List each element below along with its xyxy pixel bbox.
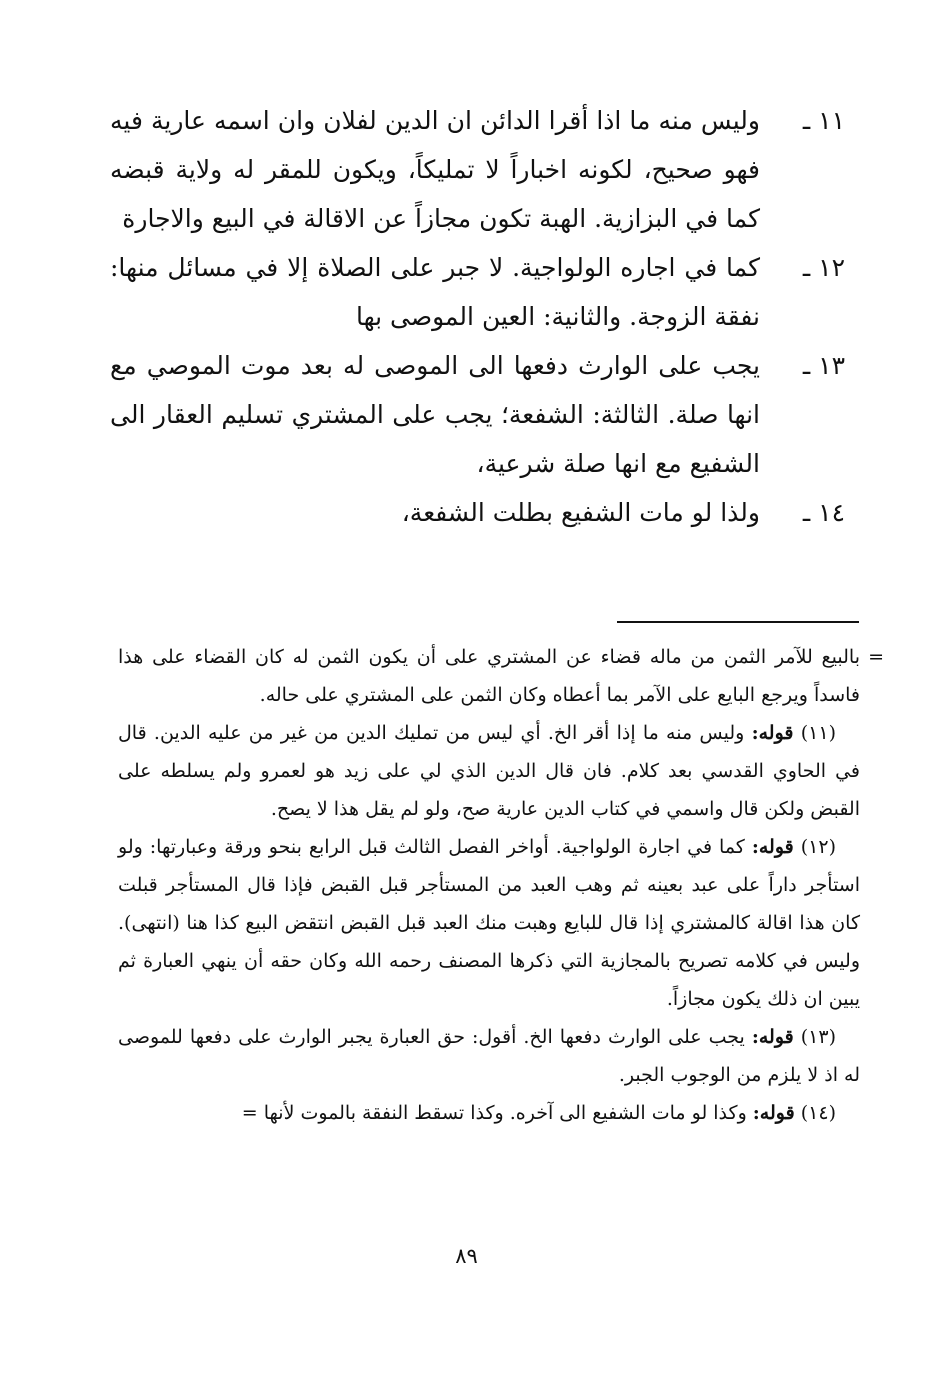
item-text: كما في اجاره الولواجية. لا جبر على الصلاة إلا في مسائل منها: نفقة الزوجة. والثانية: العين الموصى بها — [110, 253, 760, 331]
footnote-13 — [118, 1018, 860, 1094]
item-number: ١٣ ـ — [802, 351, 845, 380]
main-text — [110, 96, 845, 537]
item-number: ١٤ ـ — [802, 498, 845, 527]
main-item-14 — [110, 488, 845, 537]
footnote-keyword: قوله: — [752, 1102, 795, 1124]
continuation-mark: = — [868, 646, 884, 668]
footnote-text: وكذا لو مات الشفيع الى آخره. وكذا تسقط النفقة بالموت لأنها — [263, 1102, 747, 1124]
footnote-text: وليس منه ما إذا أقر الخ. أي ليس من تمليك الدين من غير من عليه الدين. قال في الحاوي القدسي بعد كلام. فان قال الدين الذي لي على زيد هو لعمرو ولم يسلطه على القبض ولكن قال واسمي في كتاب الدين عارية صح، ولو لم يقل هذا لا يصح. — [118, 722, 860, 820]
main-item-11 — [110, 96, 845, 243]
item-number: ١٢ ـ — [802, 253, 845, 282]
footnote-text: كما في اجارة الولواجية. أواخر الفصل الثالث قبل الرابع بنحو ورقة وعبارتها: ولو استأجر داراً على عبد بعينه ثم وهب العبد من المستأجر قبل القبض فإذا قال المستأجر قبلت كان هذا اقالة كالمشتري إذا قال للبايع وهبت منك العبد قبل القبض انتقض البيع كذا هنا (انتهى). وليس في كلامه تصريح بالمجازية التي ذكرها المصنف رحمه الله وكان حقه أن ينهي العبارة ثم يبين ان ذلك يكون مجازاً. — [118, 836, 860, 1010]
item-text: يجب على الوارث دفعها الى الموصى له بعد موت الموصي مع انها صلة. الثالثة: الشفعة؛ يجب على المشتري تسليم العقار الى الشفيع مع انها صلة شرعية، — [110, 351, 760, 478]
item-text: ولذا لو مات الشفيع بطلت الشفعة، — [401, 498, 760, 527]
footnote-separator — [617, 621, 859, 623]
footnotes — [118, 638, 884, 1132]
footnote-continuation — [118, 638, 884, 714]
page-number: ٨٩ — [455, 1244, 478, 1268]
footnote-keyword: قوله: — [751, 722, 794, 744]
footnote-12 — [118, 828, 860, 1018]
footnote-keyword: قوله: — [751, 1026, 794, 1048]
footnote-ref: (١١) — [800, 722, 836, 744]
footnote-11 — [118, 714, 860, 828]
footnote-ref: (١٤) — [800, 1102, 836, 1124]
main-item-12 — [110, 243, 845, 341]
footnote-14 — [118, 1094, 860, 1132]
footnote-ref: (١٢) — [800, 836, 836, 858]
footnote-keyword: قوله: — [751, 836, 794, 858]
footnote-14-wrap — [118, 1094, 860, 1132]
main-item-13 — [110, 341, 845, 488]
item-text: وليس منه ما اذا أقرا الدائن ان الدين لفلان وان اسمه عارية فيه فهو صحيح، لكونه اخباراً لا تمليكاً، ويكون للمقر له ولاية قبضه كما في البزازية. الهبة تكون مجازاً عن الاقالة في البيع والاجارة — [110, 106, 760, 233]
footnote-text: يجب على الوارث دفعها الخ. أقول: حق العبارة يجبر الوارث على دفعها للموصى له اذ لا يلزم من الوجوب الجبر. — [118, 1026, 860, 1086]
end-mark: = — [241, 1102, 258, 1124]
footnote-ref: (١٣) — [800, 1026, 837, 1048]
footnote-continuation-text: بالبيع للآمر الثمن من ماله قضاء عن المشتري على أن يكون الثمن له كان القضاء على هذا فاسداً ويرجع البايع على الآمر بما أعطاه وكان الثمن على المشتري على حاله. — [118, 646, 860, 706]
item-number: ١١ ـ — [802, 106, 845, 135]
